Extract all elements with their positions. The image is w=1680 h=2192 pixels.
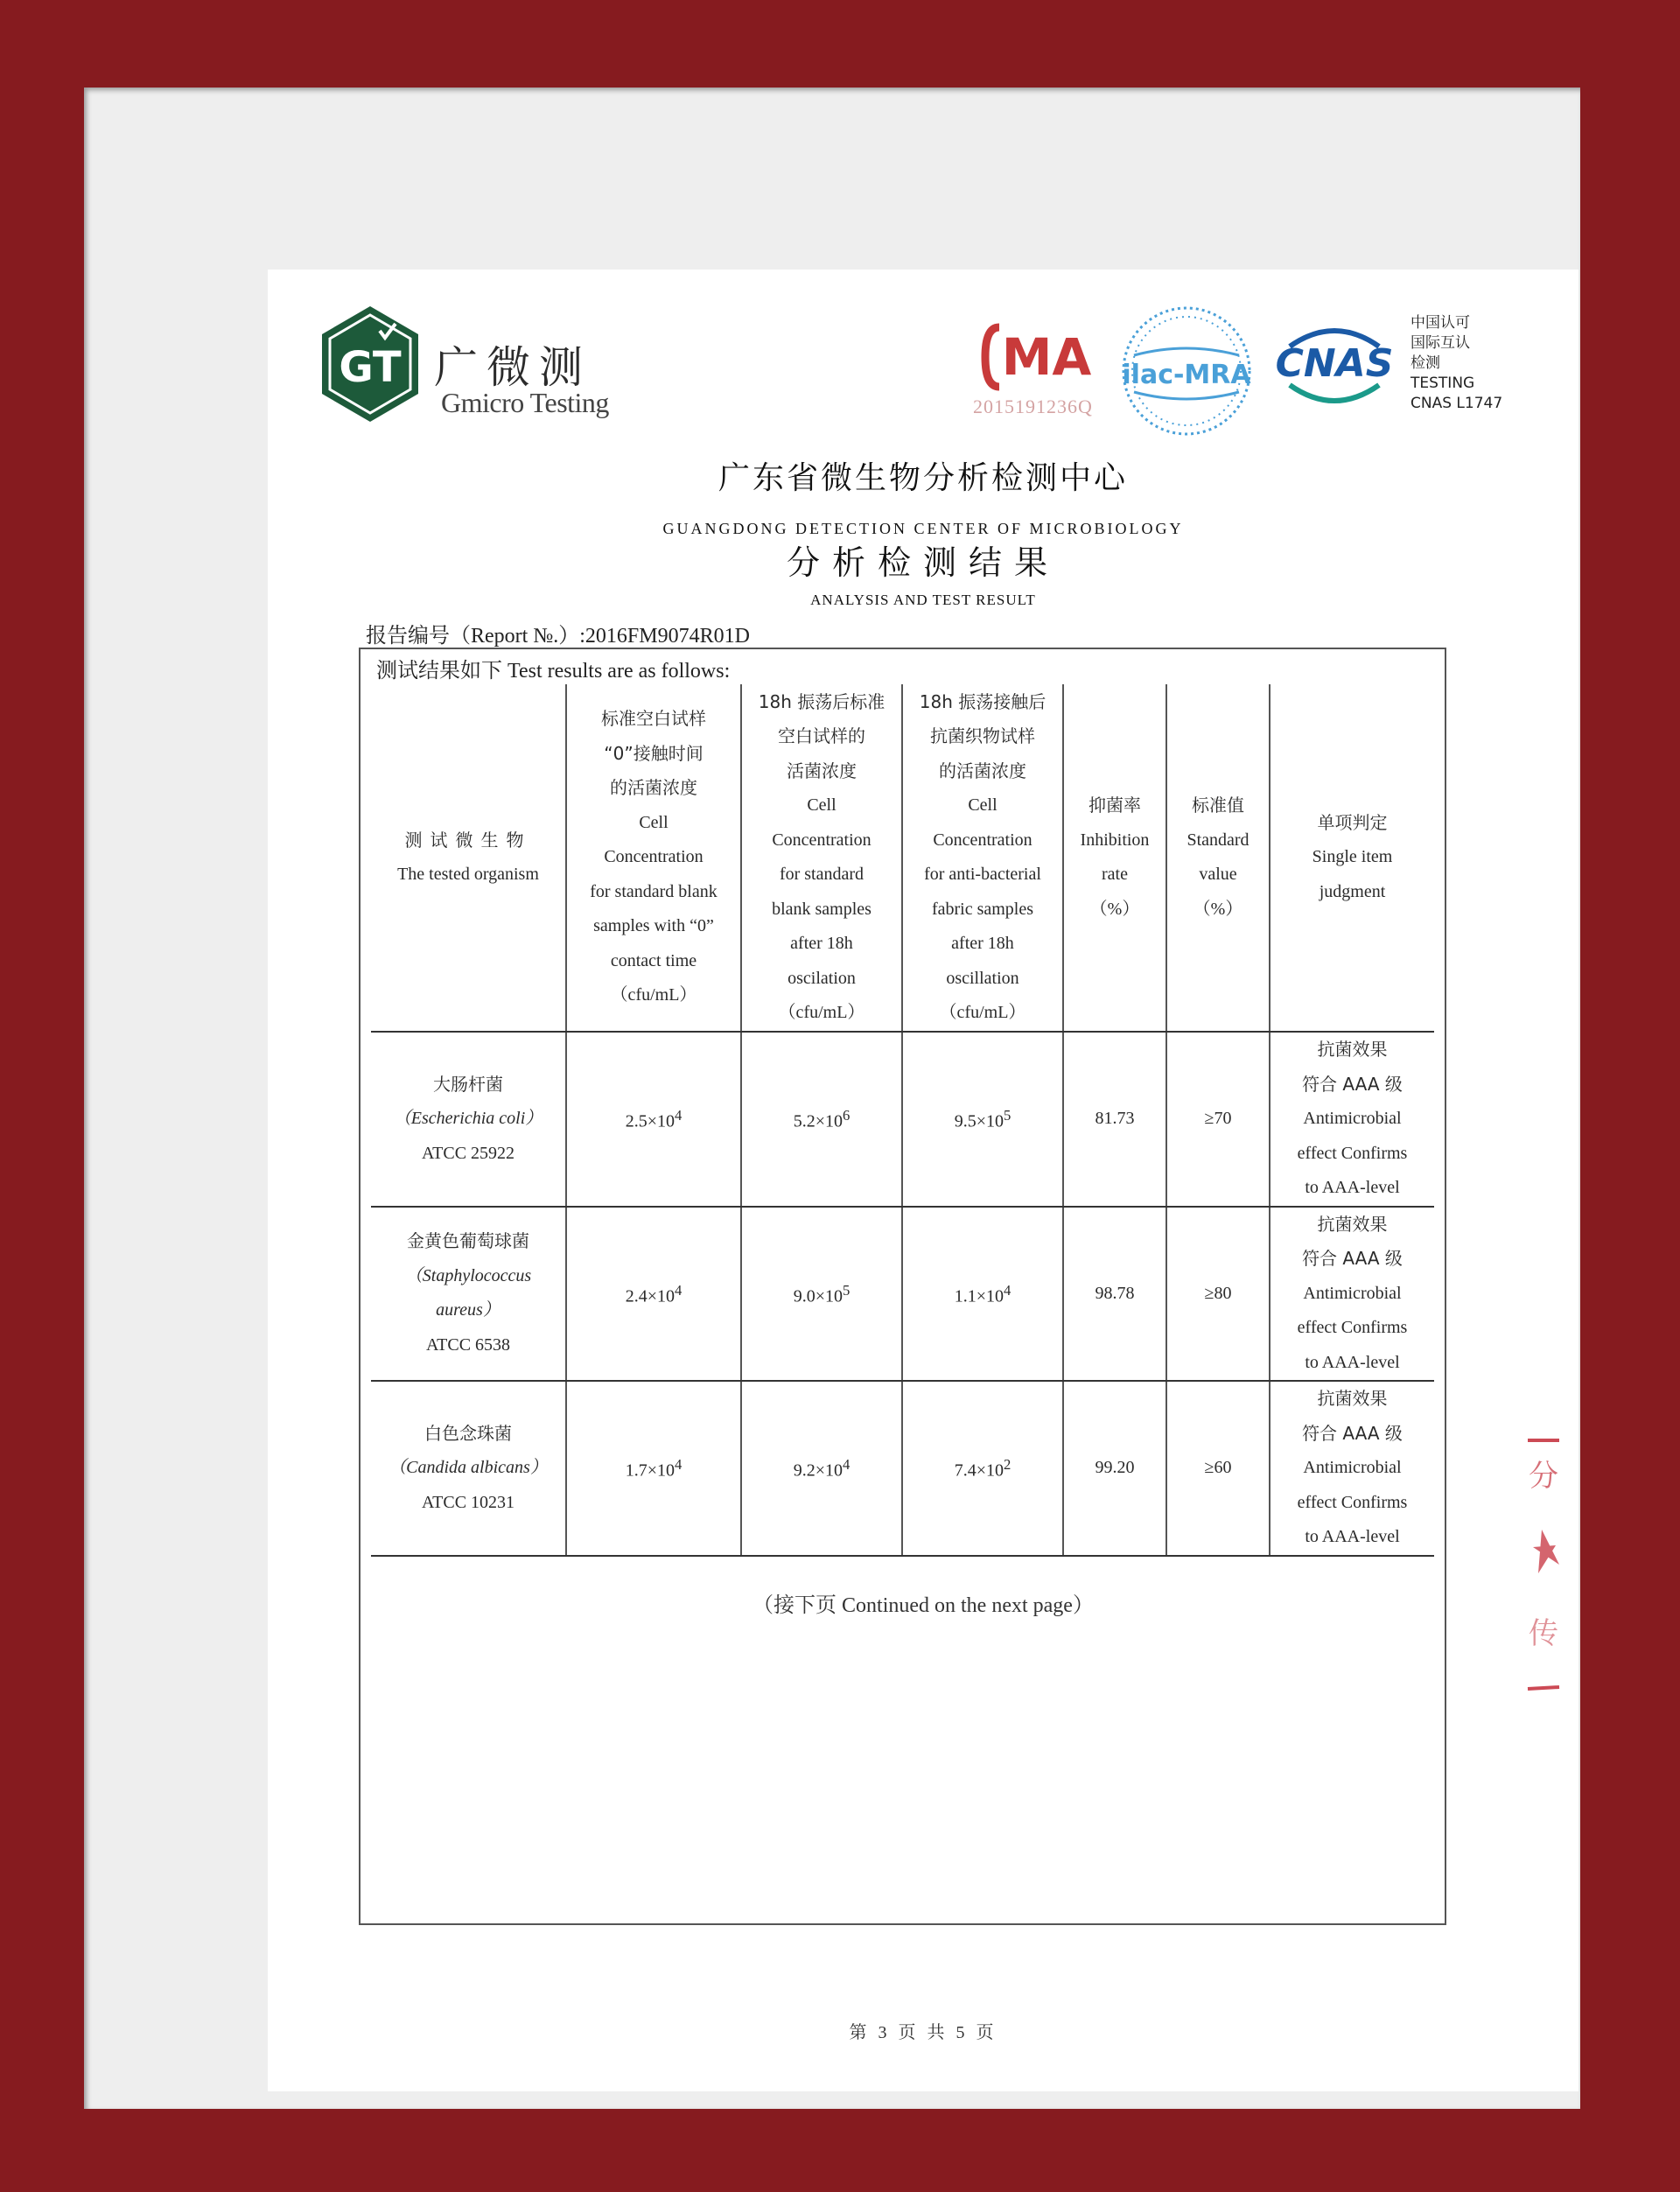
cma-mark-icon bbox=[978, 315, 1101, 403]
c0-cell bbox=[566, 1381, 741, 1556]
header-en: contact time bbox=[610, 950, 697, 970]
standard-cell: ≥70 bbox=[1166, 1032, 1270, 1207]
c18-blank-cell bbox=[741, 1032, 902, 1207]
continued-note: （接下页 Continued on the next page） bbox=[752, 1594, 1094, 1617]
table-row bbox=[371, 1207, 1434, 1382]
report-label-cn: 报告编号 bbox=[366, 623, 450, 648]
judgment-line: to AAA-level bbox=[1305, 1352, 1400, 1372]
header-en: rate bbox=[1102, 865, 1128, 884]
header-cn: 的活菌浓度 bbox=[939, 760, 1026, 781]
judgment-line: effect Confirms bbox=[1297, 1492, 1408, 1512]
organism-strain: ATCC 6538 bbox=[425, 1334, 511, 1355]
document-title-cn: 分析检测结果 bbox=[786, 543, 1060, 582]
header-en: （cfu/mL） bbox=[778, 1003, 865, 1022]
c18-fabric-cell bbox=[902, 1381, 1063, 1556]
header-en: after 18h bbox=[951, 934, 1014, 953]
header-en: oscilation bbox=[788, 968, 856, 988]
judgment-line: 抗菌效果 bbox=[1317, 1213, 1388, 1235]
cnas-mark-icon bbox=[1264, 315, 1405, 411]
judgment-line: Antimicrobial bbox=[1303, 1109, 1402, 1128]
c18-blank-exponent: 4 bbox=[842, 1456, 850, 1474]
standard-cell: ≥80 bbox=[1166, 1207, 1270, 1382]
header-en: Cell bbox=[639, 812, 668, 832]
header-en: （cfu/mL） bbox=[610, 985, 697, 1005]
header-rate bbox=[1063, 684, 1166, 1032]
header-en: Single item bbox=[1312, 847, 1393, 867]
header-en: Standard bbox=[1186, 830, 1250, 850]
header-en: for anti-bacterial bbox=[924, 865, 1041, 884]
c18-fabric-exponent: 4 bbox=[1003, 1281, 1012, 1299]
c18-blank-mantissa: 5.2×10 bbox=[793, 1111, 843, 1131]
organism-cell bbox=[371, 1207, 566, 1382]
judgment-line: 符合 AAA 级 bbox=[1302, 1422, 1403, 1444]
header-en: Concentration bbox=[933, 830, 1032, 850]
header-en: Concentration bbox=[772, 830, 872, 850]
center-name-cn: 广东省微生物分析检测中心 bbox=[718, 460, 1128, 496]
header-en: （cfu/mL） bbox=[939, 1003, 1026, 1022]
header-en: oscillation bbox=[946, 968, 1019, 988]
judgment-line: Antimicrobial bbox=[1303, 1458, 1402, 1477]
c0-exponent: 4 bbox=[674, 1281, 682, 1299]
c18-blank-mantissa: 9.2×10 bbox=[793, 1460, 843, 1481]
report-number-line bbox=[366, 618, 750, 648]
brand-name-cn: 广微测 bbox=[434, 342, 592, 393]
judgment-line: 抗菌效果 bbox=[1317, 1039, 1388, 1060]
picture-frame-mat bbox=[84, 88, 1580, 2109]
header-en: value bbox=[1199, 865, 1237, 884]
header-en: Cell bbox=[807, 795, 836, 815]
document-title-en: ANALYSIS AND TEST RESULT bbox=[810, 592, 1036, 608]
header-cn: 标准值 bbox=[1192, 795, 1244, 816]
header-c18-blank bbox=[741, 684, 902, 1032]
c18-blank-cell bbox=[741, 1207, 902, 1382]
header-en: for standard blank bbox=[590, 881, 718, 901]
header-cn: 抑菌率 bbox=[1088, 795, 1141, 816]
c0-exponent: 4 bbox=[674, 1456, 682, 1474]
c18-fabric-exponent: 2 bbox=[1003, 1456, 1012, 1474]
c18-fabric-mantissa: 9.5×10 bbox=[954, 1111, 1004, 1131]
report-page bbox=[268, 270, 1578, 2091]
judgment-line: 符合 AAA 级 bbox=[1302, 1073, 1403, 1095]
report-label-en: （Report №.）: bbox=[450, 625, 585, 648]
header-en: （%） bbox=[1193, 899, 1243, 919]
cma-number: 2015191236Q bbox=[973, 396, 1093, 417]
judgment-cell bbox=[1270, 1032, 1434, 1207]
judgment-line: to AAA-level bbox=[1305, 1527, 1400, 1546]
header-cn: 测试微生物 bbox=[404, 829, 532, 851]
header-en: after 18h bbox=[790, 934, 853, 953]
logo-text: GT bbox=[339, 343, 402, 392]
cnas-line: 检测 bbox=[1410, 354, 1440, 372]
results-table bbox=[371, 684, 1434, 1557]
cnas-line: TESTING bbox=[1410, 375, 1475, 392]
c0-cell bbox=[566, 1207, 741, 1382]
c0-mantissa: 2.4×10 bbox=[625, 1286, 675, 1306]
intro-cn: 测试结果如下 bbox=[376, 658, 502, 683]
header-cn: 标准空白试样 bbox=[601, 708, 706, 730]
organism-cn: 白色念珠菌 bbox=[424, 1422, 512, 1444]
organism-latin: aureus） bbox=[436, 1300, 500, 1320]
judgment-cell bbox=[1270, 1207, 1434, 1382]
header-cn: 18h 振荡接触后 bbox=[919, 690, 1046, 712]
organism-strain: ATCC 25922 bbox=[421, 1143, 515, 1163]
cnas-line: CNAS L1747 bbox=[1410, 395, 1503, 412]
header-standard bbox=[1166, 684, 1270, 1032]
header-en: （%） bbox=[1089, 899, 1140, 919]
organism-cell bbox=[371, 1032, 566, 1207]
header-en: Inhibition bbox=[1080, 830, 1150, 850]
cma-text: MA bbox=[1001, 327, 1092, 387]
intro-en: Test results are as follows: bbox=[508, 660, 731, 683]
header-cn: 的活菌浓度 bbox=[610, 777, 697, 799]
c0-exponent: 4 bbox=[674, 1107, 682, 1124]
ilac-text: ilac-MRA bbox=[1122, 360, 1251, 390]
cnas-line: 国际互认 bbox=[1410, 334, 1470, 352]
page-number: 第 3 页 共 5 页 bbox=[849, 2023, 998, 2042]
table-row bbox=[371, 1032, 1434, 1207]
header-en: Cell bbox=[968, 795, 998, 815]
rate-cell: 81.73 bbox=[1063, 1032, 1166, 1207]
header-judgment bbox=[1270, 684, 1434, 1032]
rate-cell: 98.78 bbox=[1063, 1207, 1166, 1382]
header-en: The tested organism bbox=[397, 865, 539, 884]
seal-stamp-icon bbox=[1524, 1433, 1568, 1696]
report-number: 2016FM9074R01D bbox=[584, 625, 750, 648]
c18-fabric-cell bbox=[902, 1032, 1063, 1207]
table-row bbox=[371, 1381, 1434, 1556]
header-en: samples with “0” bbox=[593, 916, 714, 936]
ilac-mra-icon bbox=[1116, 301, 1256, 441]
c18-blank-exponent: 5 bbox=[842, 1281, 850, 1299]
c0-mantissa: 2.5×10 bbox=[625, 1111, 675, 1131]
organism-cell bbox=[371, 1381, 566, 1556]
judgment-line: Antimicrobial bbox=[1303, 1283, 1402, 1303]
svg-text:传: 传 bbox=[1529, 1616, 1558, 1651]
header-en: fabric samples bbox=[931, 899, 1034, 919]
header-cn: “0”接触时间 bbox=[604, 742, 704, 764]
header-cn: 单项判定 bbox=[1317, 811, 1388, 833]
header-c18-fabric bbox=[902, 684, 1063, 1032]
judgment-line: effect Confirms bbox=[1297, 1318, 1408, 1337]
judgment-line: 符合 AAA 级 bbox=[1302, 1248, 1403, 1269]
table-header-row bbox=[371, 684, 1434, 1032]
c18-blank-mantissa: 9.0×10 bbox=[793, 1286, 843, 1306]
gt-logo-icon bbox=[318, 305, 422, 424]
header-cn: 活菌浓度 bbox=[787, 760, 857, 781]
header-cn: 抗菌织物试样 bbox=[930, 725, 1035, 746]
c0-mantissa: 1.7×10 bbox=[625, 1460, 675, 1481]
c18-blank-cell bbox=[741, 1381, 902, 1556]
results-intro bbox=[376, 653, 730, 683]
organism-cn: 大肠杆菌 bbox=[433, 1073, 503, 1095]
rate-cell: 99.20 bbox=[1063, 1381, 1166, 1556]
c0-cell bbox=[566, 1032, 741, 1207]
judgment-line: 抗菌效果 bbox=[1317, 1388, 1388, 1409]
header-en: Concentration bbox=[604, 847, 704, 867]
cnas-text: CNAS bbox=[1275, 341, 1394, 386]
organism-cn: 金黄色葡萄球菌 bbox=[407, 1230, 529, 1252]
organism-latin: （Candida albicans） bbox=[388, 1458, 548, 1477]
header-en: judgment bbox=[1319, 881, 1386, 901]
header-c0 bbox=[566, 684, 741, 1032]
organism-latin: （Staphylococcus bbox=[404, 1265, 532, 1285]
c18-fabric-exponent: 5 bbox=[1003, 1107, 1012, 1124]
c18-fabric-mantissa: 7.4×10 bbox=[954, 1460, 1004, 1481]
c18-fabric-mantissa: 1.1×10 bbox=[954, 1286, 1004, 1306]
cnas-line: 中国认可 bbox=[1410, 314, 1470, 332]
svg-text:分: 分 bbox=[1529, 1459, 1558, 1494]
header-cn: 18h 振荡后标准 bbox=[758, 690, 886, 712]
header-organism bbox=[371, 684, 566, 1032]
organism-strain: ATCC 10231 bbox=[421, 1492, 515, 1512]
header-en: blank samples bbox=[772, 899, 872, 919]
c18-fabric-cell bbox=[902, 1207, 1063, 1382]
standard-cell: ≥60 bbox=[1166, 1381, 1270, 1556]
cnas-caption bbox=[1410, 313, 1502, 414]
c18-blank-exponent: 6 bbox=[842, 1107, 850, 1124]
judgment-line: effect Confirms bbox=[1297, 1143, 1408, 1163]
judgment-line: to AAA-level bbox=[1305, 1178, 1400, 1197]
judgment-cell bbox=[1270, 1381, 1434, 1556]
header-cn: 空白试样的 bbox=[778, 725, 865, 746]
brand-name-en: Gmicro Testing bbox=[441, 387, 609, 418]
header-en: for standard bbox=[779, 865, 864, 884]
organism-latin: （Escherichia coli） bbox=[393, 1109, 543, 1128]
center-name-en: GUANGDONG DETECTION CENTER OF MICROBIOLOGY bbox=[662, 520, 1184, 537]
